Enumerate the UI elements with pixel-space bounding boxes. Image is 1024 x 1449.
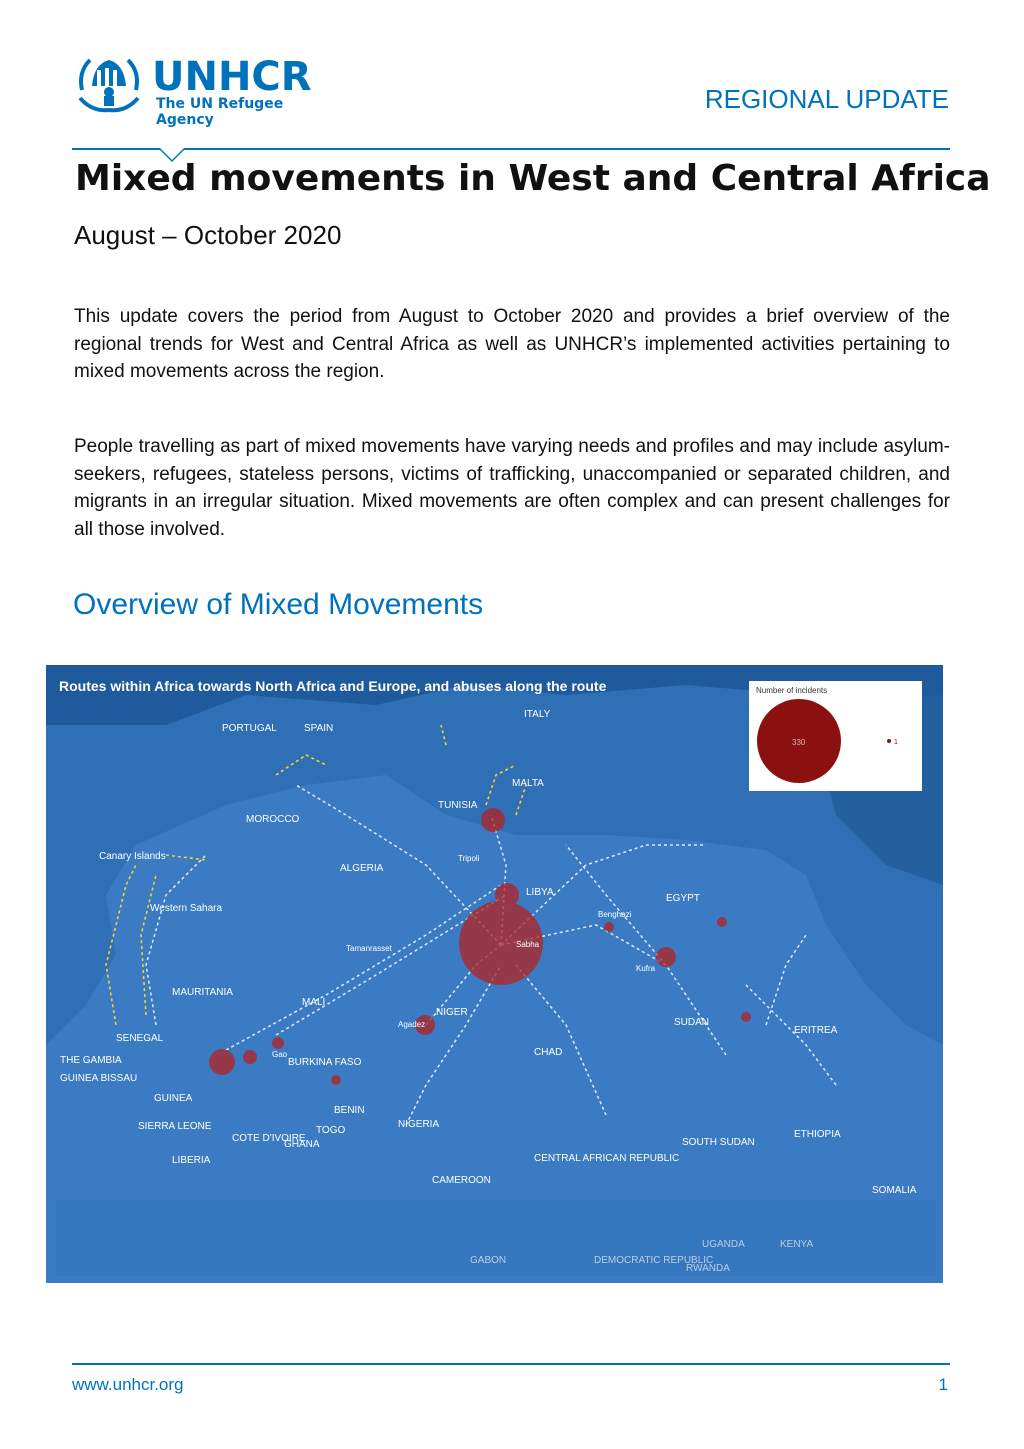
label-niger: NIGER (436, 1007, 468, 1018)
label-cameroon: CAMEROON (432, 1175, 491, 1186)
footer-divider (72, 1363, 950, 1365)
label-burkina-faso: BURKINA FASO (288, 1057, 362, 1068)
incident-circle-tripoli (495, 883, 519, 907)
label-tripoli: Tripoli (458, 854, 480, 863)
legend-large-value: 330 (792, 738, 806, 747)
org-name: UNHCR (152, 54, 312, 100)
label-tamanrasset: Tamanrasset (346, 944, 392, 953)
legend-small-value: 1 (894, 739, 898, 746)
page-subtitle: August – October 2020 (74, 220, 342, 250)
map-title: Routes within Africa towards North Africa and Europe, and abuses along the route (59, 678, 607, 694)
label-portugal: PORTUGAL (222, 723, 277, 734)
label-nigeria: NIGERIA (398, 1119, 440, 1130)
label-gabon: GABON (470, 1255, 507, 1266)
header-divider (72, 148, 950, 150)
label-senegal: SENEGAL (116, 1033, 164, 1044)
routes-map (46, 665, 943, 1283)
incident-circle-kufra (656, 947, 676, 967)
context-paragraph: People travelling as part of mixed movements have varying needs and profiles and may include asylum-seekers, refugees, stateless persons, victims of trafficking, unaccompanied or separated children, and migrants in an irregular situation. Mixed movements are often complex and can present challenges for all those involved. (74, 436, 950, 540)
label-mali: MALI (302, 997, 326, 1008)
label-benghazi: Benghazi (598, 910, 632, 919)
intro-paragraph: This update covers the period from August to October 2020 and provides a brief overview of the regional trends for West and Central Africa as well as UNHCR’s implemented activities pertaining to mixed movements across the region. (74, 306, 950, 382)
section-heading: Overview of Mixed Movements (73, 588, 484, 621)
label-benin: BENIN (334, 1105, 365, 1116)
map-legend (749, 681, 922, 791)
label-egypt: EGYPT (666, 893, 700, 904)
incident-circle-niger-south (331, 1075, 341, 1085)
label-agadez: Agadez (398, 1020, 426, 1029)
label-sabha: Sabha (516, 940, 540, 949)
label-somalia: SOMALIA (872, 1185, 917, 1196)
label-eritrea: ERITREA (794, 1025, 838, 1036)
label-ethiopia: ETHIOPIA (794, 1129, 841, 1140)
incident-circle-tunisia-border (481, 808, 505, 832)
label-guinea: GUINEA (154, 1093, 193, 1104)
page-title: Mixed movements in West and Central Africa (75, 158, 991, 199)
page-number: 1 (938, 1375, 948, 1394)
label-car: CENTRAL AFRICAN REPUBLIC (534, 1153, 680, 1164)
legend-title: Number of incidents (756, 686, 828, 695)
label-cote-divoire: COTE D'IVOIRE (232, 1133, 306, 1144)
unhcr-logo (72, 52, 342, 128)
incident-circle-benghazi (604, 922, 614, 932)
label-ghana: GHANA (284, 1139, 320, 1150)
label-chad: CHAD (534, 1047, 563, 1058)
label-morocco: MOROCCO (246, 814, 300, 825)
label-malta: MALTA (512, 778, 544, 789)
label-mauritania: MAURITANIA (172, 987, 233, 998)
incident-circle-mali (209, 1049, 235, 1075)
org-tagline: The UN Refugee Agency (156, 96, 284, 128)
label-tunisia: TUNISIA (438, 800, 478, 811)
legend-small-circle (887, 739, 891, 743)
label-gao: Gao (272, 1050, 288, 1059)
unhcr-emblem-icon (72, 52, 146, 116)
label-south-sudan: SOUTH SUDAN (682, 1137, 755, 1148)
label-kenya: KENYA (780, 1239, 814, 1250)
incident-circle-egypt (717, 917, 727, 927)
label-sierra-leone: SIERRA LEONE (138, 1121, 212, 1132)
incident-circle-burkina (243, 1050, 257, 1064)
label-togo: TOGO (316, 1125, 346, 1136)
label-spain: SPAIN (304, 723, 334, 734)
label-rwanda: RWANDA (686, 1263, 730, 1274)
label-italy: ITALY (524, 709, 551, 720)
label-algeria: ALGERIA (340, 863, 384, 874)
incident-circle-gao (272, 1037, 284, 1049)
label-liberia: LIBERIA (172, 1155, 211, 1166)
incident-circle-sudan (741, 1012, 751, 1022)
label-canary-islands: Canary Islands (99, 851, 166, 862)
label-gambia: THE GAMBIA (60, 1055, 122, 1066)
label-libya: LIBYA (526, 887, 554, 898)
document-type-label: REGIONAL UPDATE (704, 84, 949, 114)
label-western-sahara: Western Sahara (150, 903, 223, 914)
label-sudan: SUDAN (674, 1017, 710, 1028)
label-guinea-bissau: GUINEA BISSAU (60, 1073, 138, 1084)
label-uganda: UGANDA (702, 1239, 745, 1250)
label-kufra: Kufra (636, 964, 656, 973)
label-drc: DEMOCRATIC REPUBLIC (594, 1255, 714, 1266)
footer-website-link[interactable]: www.unhcr.org (72, 1375, 184, 1394)
